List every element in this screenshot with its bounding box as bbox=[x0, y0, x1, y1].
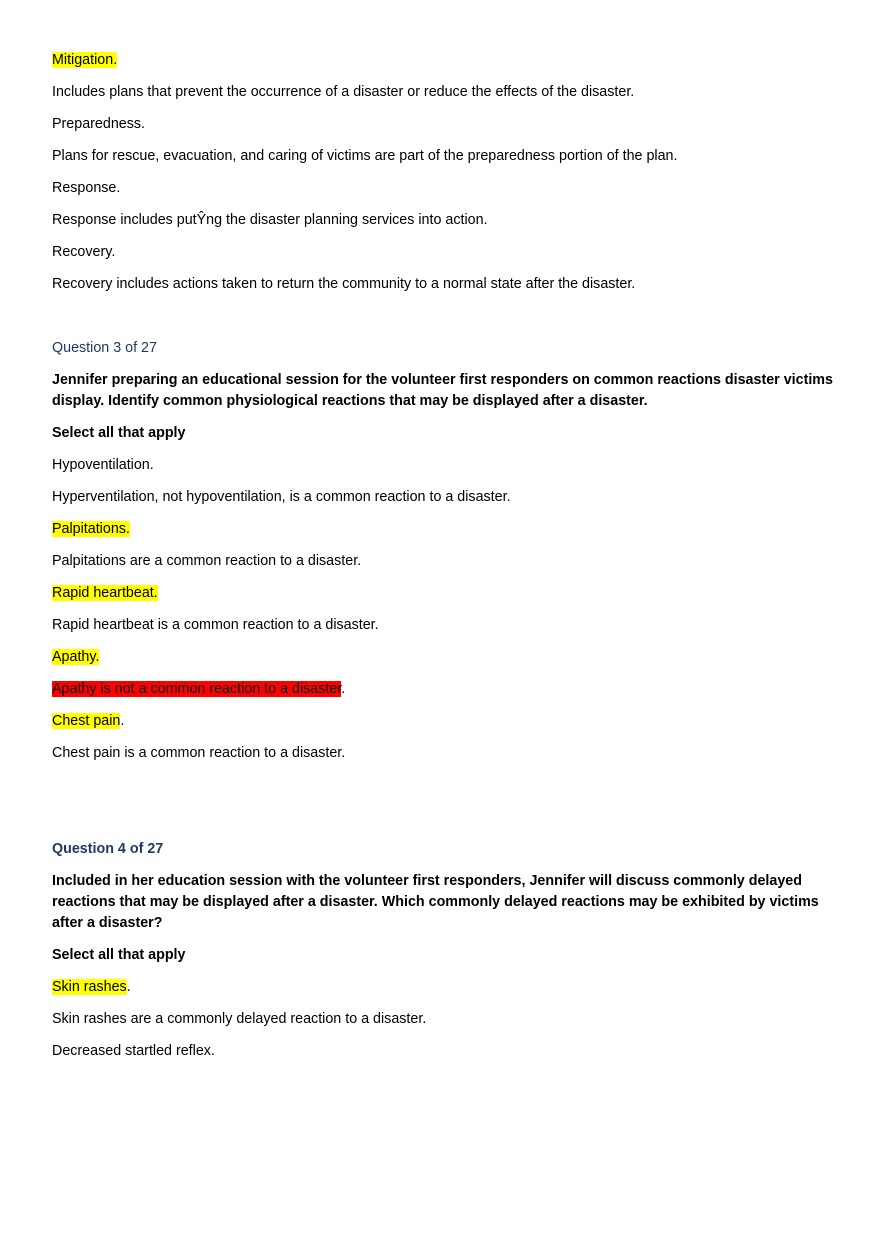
rationale-rapid-heartbeat: Rapid heartbeat is a common reaction to a disaster. bbox=[52, 617, 379, 633]
question-4-instruction: Select all that apply bbox=[52, 947, 186, 963]
option-apathy bbox=[52, 647, 842, 668]
question-3-title: Question 3 of 27 bbox=[52, 340, 157, 356]
option-chest-pain bbox=[52, 711, 842, 732]
question-4-prompt: Included in her education session with the volunteer first responders, Jennifer will discuss commonly delayed reactions that may be displayed after a disaster. Which commonly delayed reactions may be exhibited by victims after a disaster? bbox=[52, 873, 819, 931]
disaster-phases-section bbox=[52, 50, 842, 295]
rationale-response: Response includes putŶng the disaster planning services into action. bbox=[52, 212, 488, 228]
highlighted-answer: Skin rashes bbox=[52, 979, 127, 995]
question-4-title: Question 4 of 27 bbox=[52, 841, 164, 857]
option-recovery: Recovery. bbox=[52, 244, 116, 260]
rationale-palpitations: Palpitations are a common reaction to a disaster. bbox=[52, 553, 362, 569]
highlighted-answer: Rapid heartbeat. bbox=[52, 585, 158, 601]
highlighted-answer: Apathy. bbox=[52, 649, 100, 665]
rationale-chest-pain: Chest pain is a common reaction to a disaster. bbox=[52, 745, 346, 761]
rationale-recovery: Recovery includes actions taken to return the community to a normal state after the disaster. bbox=[52, 276, 636, 292]
option-mitigation bbox=[52, 50, 842, 71]
option-decreased-startled-reflex: Decreased startled reflex. bbox=[52, 1043, 215, 1059]
highlighted-incorrect: Apathy is not a common reaction to a disaster bbox=[52, 681, 342, 697]
question-4-block bbox=[52, 839, 842, 1062]
rationale-skin-rashes: Skin rashes are a commonly delayed reaction to a disaster. bbox=[52, 1011, 427, 1027]
question-3-block bbox=[52, 338, 842, 764]
highlighted-answer: Chest pain bbox=[52, 713, 121, 729]
option-response: Response. bbox=[52, 180, 121, 196]
option-hypoventilation: Hypoventilation. bbox=[52, 457, 154, 473]
period: . bbox=[120, 713, 125, 729]
rationale-hypoventilation: Hyperventilation, not hypoventilation, is a common reaction to a disaster. bbox=[52, 489, 511, 505]
highlighted-answer: Palpitations. bbox=[52, 521, 130, 537]
rationale-mitigation: Includes plans that prevent the occurrence of a disaster or reduce the effects of the disaster. bbox=[52, 84, 635, 100]
option-preparedness: Preparedness. bbox=[52, 116, 145, 132]
document-page bbox=[52, 50, 842, 1062]
rationale-preparedness: Plans for rescue, evacuation, and caring of victims are part of the preparedness portion of the plan. bbox=[52, 148, 678, 164]
period: . bbox=[341, 681, 346, 697]
option-rapid-heartbeat bbox=[52, 583, 842, 604]
period: . bbox=[126, 979, 131, 995]
question-3-prompt: Jennifer preparing an educational session for the volunteer first responders on common reactions disaster victims display. Identify common physiological reactions that may be displayed after a disaster. bbox=[52, 372, 833, 409]
question-3-instruction: Select all that apply bbox=[52, 425, 186, 441]
option-palpitations bbox=[52, 519, 842, 540]
highlighted-answer: Mitigation. bbox=[52, 52, 118, 68]
option-skin-rashes bbox=[52, 977, 842, 998]
rationale-apathy bbox=[52, 679, 842, 700]
